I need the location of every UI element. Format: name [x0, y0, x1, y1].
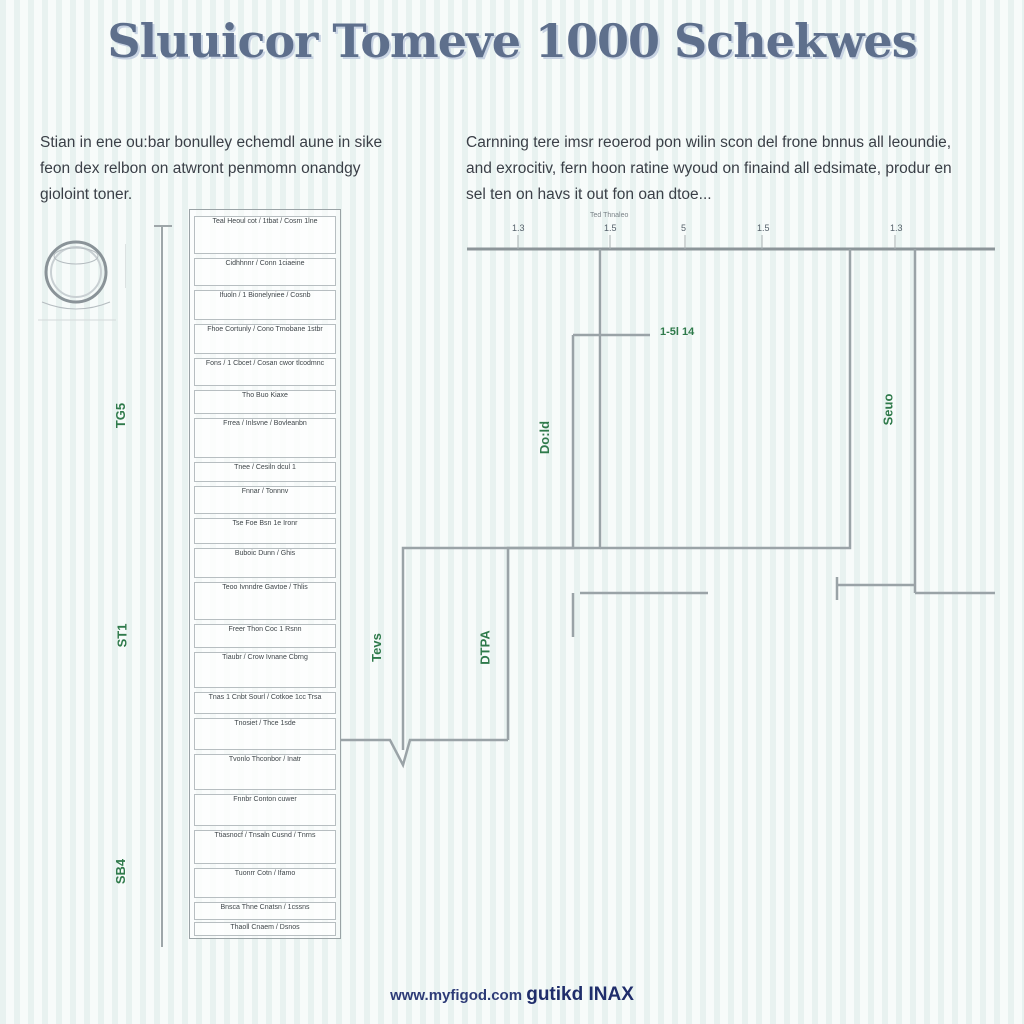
top-label: 1.3	[512, 223, 525, 233]
stack-row: Tnosiet / Thce 1sde	[194, 718, 336, 750]
footer-brand: gutikd INAX	[526, 984, 634, 1005]
stack-row: Cidhhnnr / Conn 1ciaeine	[194, 258, 336, 286]
axis-label-top: TG5	[113, 402, 129, 429]
top-label: 1.3	[890, 223, 903, 233]
stack-row: Fons / 1 Cbcet / Cosan cwor tlcodmnc	[194, 358, 336, 386]
stack-row: Bnsca Thne Cnatsn / 1cssns	[194, 902, 336, 920]
stack-row: Frrea / Inlsvne / Bovleanbn	[194, 418, 336, 458]
top-label: 1.5	[604, 223, 617, 233]
top-label: 5	[681, 223, 687, 233]
stack-row: Ttiasnocf / Tnsaln Cusnd / Tnrns	[194, 830, 336, 864]
stack-row: Fhoe Cortunly / Cono Trnobane 1stbr	[194, 324, 336, 354]
stack-row: Tho Buo Kiaxe	[194, 390, 336, 414]
schedule-stack	[189, 209, 341, 939]
top-caption: Ted Thnaleo	[590, 212, 629, 219]
diagram-label: Do:ld	[537, 420, 553, 455]
stack-row: Tnas 1 Cnbt Sourl / Cotkoe 1cc Trsa	[194, 692, 336, 714]
footer	[0, 984, 1024, 1006]
diagram-label: Seuo	[880, 393, 896, 426]
right-description: Carnning tere imsr reoerod pon wilin scon del frone bnnus all leoundie, and exrocitiv, fern hoon ratine wyoud on finaind all edsimate, produr en sel ten on havs it out fon oan dtoe...	[466, 134, 952, 203]
axis-label-middle: ST1	[114, 623, 130, 648]
stack-row: Fnnar / Tonnnv	[194, 486, 336, 514]
diagram-label: DTPA	[477, 630, 493, 665]
flow-diagram	[340, 205, 1020, 785]
ring-icon	[36, 228, 126, 324]
stack-row: Teal Heoul cot / 1tbat / Cosm 1lne	[194, 216, 336, 254]
left-axis	[150, 222, 180, 952]
stack-row: Ifuoln / 1 Bionelyniee / Cosnb	[194, 290, 336, 320]
stack-row: Thaoll Cnaem / Dsnos	[194, 922, 336, 936]
stack-row: Freer Thon Coc 1 Rsnn	[194, 624, 336, 648]
stack-row: Fnnbr Conton cuwer	[194, 794, 336, 826]
stack-row: Tvonlo Thconbor / Inatr	[194, 754, 336, 790]
footer-url[interactable]: www.myfigod.com	[390, 987, 523, 1004]
stack-row: Buboic Dunn / Ghis	[194, 548, 336, 578]
stack-row: Tnee / Cesiln dcul 1	[194, 462, 336, 482]
left-description: Stian in ene ou:bar bonulley echemdl aune in sike feon dex relbon on atwront penmomn onandgy gioloint toner.	[40, 134, 383, 203]
axis-label-bottom: SB4	[113, 858, 129, 885]
stack-row: Teoo Ivnndre Gavtoe / Thlis	[194, 582, 336, 620]
diagram-label: 1-5l 14	[660, 326, 695, 338]
stack-row: Tuonrr Cotn / Ifamo	[194, 868, 336, 898]
page-title: Sluuicor Tomeve 1000 Schekwes	[107, 14, 917, 68]
stack-row: Tiaubr / Crow Ivnane Cbrng	[194, 652, 336, 688]
diagram-label: Tevs	[368, 633, 384, 662]
top-label: 1.5	[757, 223, 770, 233]
stack-row: Tse Foe Bsn 1e Ironr	[194, 518, 336, 544]
